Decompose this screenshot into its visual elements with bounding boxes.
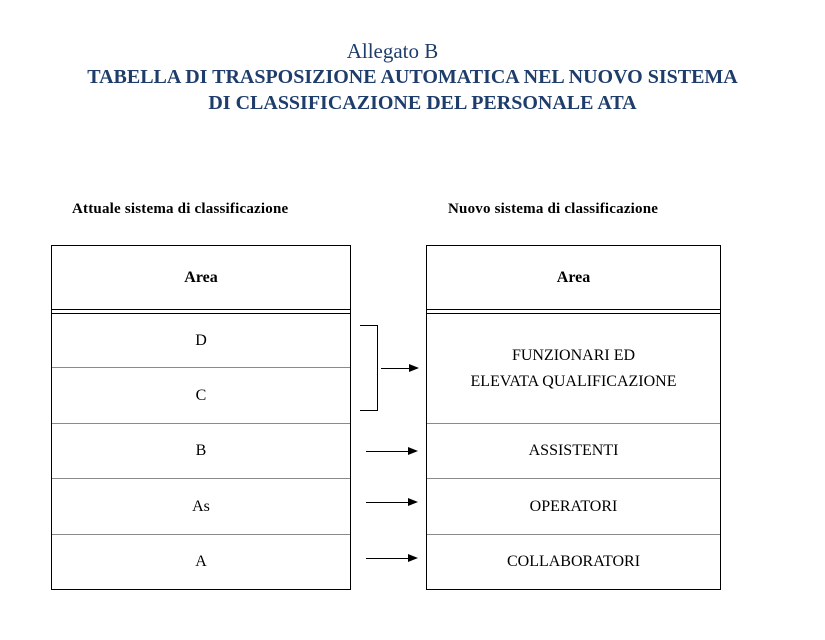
arrow-right-icon	[366, 451, 416, 452]
current-area-as: As	[192, 497, 210, 515]
current-area-b: B	[195, 442, 207, 459]
document-title-line-2: DI CLASSIFICAZIONE DEL PERSONALE ATA	[208, 92, 637, 114]
merge-bracket	[360, 325, 378, 411]
current-area-a: A	[195, 553, 207, 570]
current-system-heading: Attuale sistema di classificazione	[72, 201, 289, 217]
new-area-operatori: OPERATORI	[529, 497, 618, 515]
current-area-d: D	[195, 331, 207, 349]
header-divider	[427, 309, 720, 310]
document-header	[0, 38, 825, 116]
document-title-line-1: TABELLA DI TRASPOSIZIONE AUTOMATICA NEL NUOVO SISTEMA	[87, 66, 738, 88]
new-area-funzionari-line-2: ELEVATA QUALIFICAZIONE	[470, 372, 677, 390]
document-subtitle: Allegato B	[346, 39, 439, 63]
new-area-funzionari-line-1: FUNZIONARI ED	[511, 346, 636, 364]
arrow-right-icon	[366, 502, 416, 503]
current-area-c: C	[195, 386, 207, 404]
arrow-right-icon	[381, 368, 417, 369]
new-area-collaboratori: COLLABORATORI	[506, 553, 641, 570]
new-area-assistenti: ASSISTENTI	[528, 442, 619, 459]
new-table-header: Area	[556, 268, 591, 286]
header-divider	[52, 309, 350, 310]
current-system-table	[51, 245, 351, 590]
arrow-right-icon	[366, 558, 416, 559]
new-system-table	[426, 245, 721, 590]
current-table-header: Area	[184, 268, 218, 286]
new-area-funzionari	[427, 314, 720, 423]
new-system-heading: Nuovo sistema di classificazione	[448, 201, 659, 217]
